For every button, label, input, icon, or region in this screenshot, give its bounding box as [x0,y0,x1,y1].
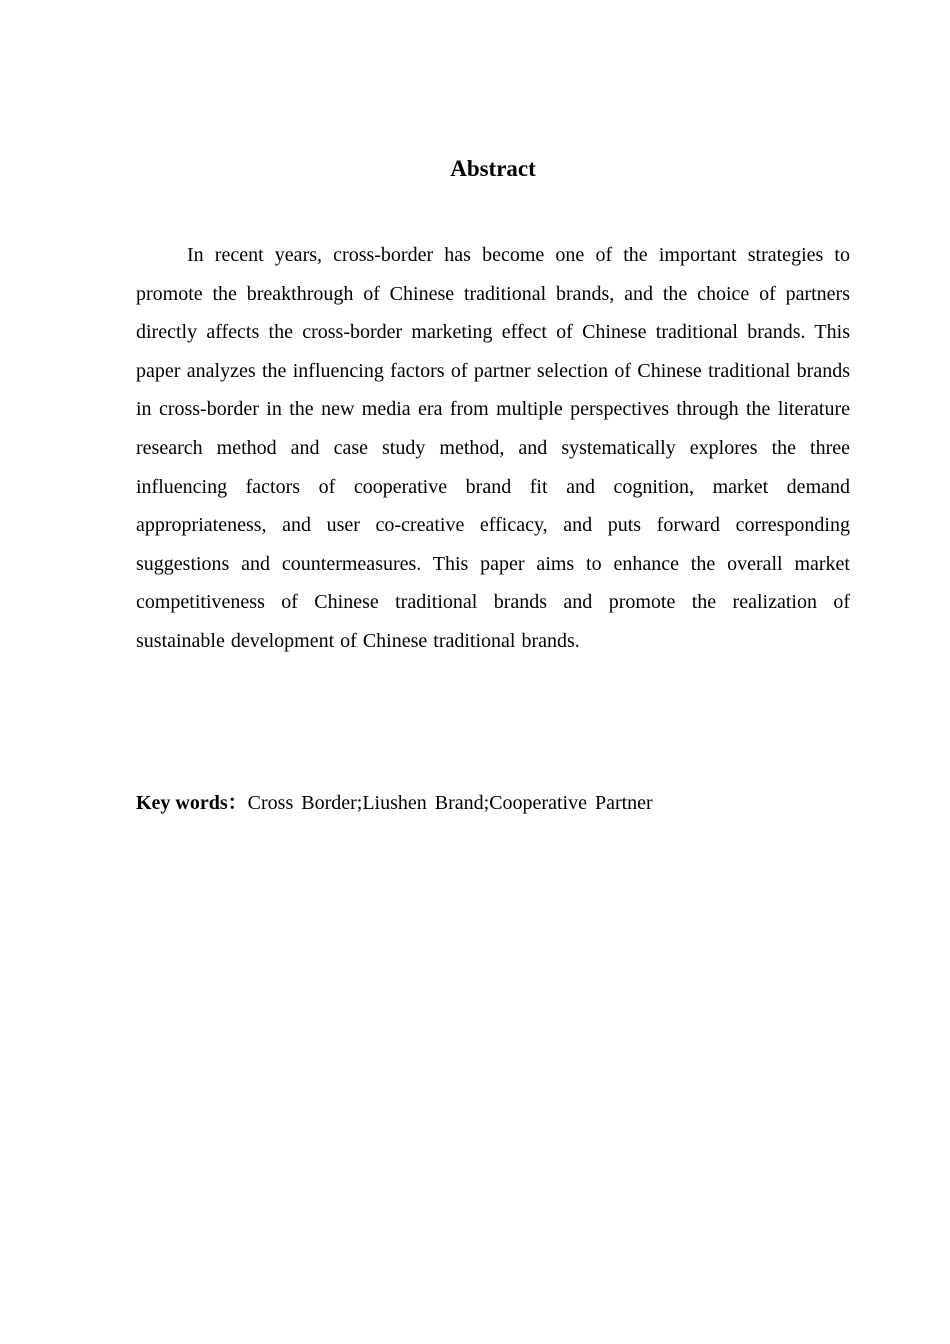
keywords-label: Key words： [136,792,248,814]
abstract-title: Abstract [450,156,536,181]
keywords-line [136,785,850,821]
keywords-text: Cross Border;Liushen Brand;Cooperative Partner [247,792,653,814]
abstract-body: In recent years, cross-border has become one of the important strategies to promote the breakthrough of Chinese traditional brands, and the choice of partners directly affects the cross-border marketing effect of Chinese traditional brands. This paper analyzes the influencing factors of partner selection of Chinese traditional brands in cross-border in the new media era from multiple perspectives through the literature research method and case study method, and systematically explores the three influencing factors of cooperative brand fit and cognition, market demand appropriateness, and user co-creative efficacy, and puts forward corresponding suggestions and countermeasures. This paper aims to enhance the overall market competitiveness of Chinese traditional brands and promote the realization of sustainable development of Chinese traditional brands. [136,244,850,652]
